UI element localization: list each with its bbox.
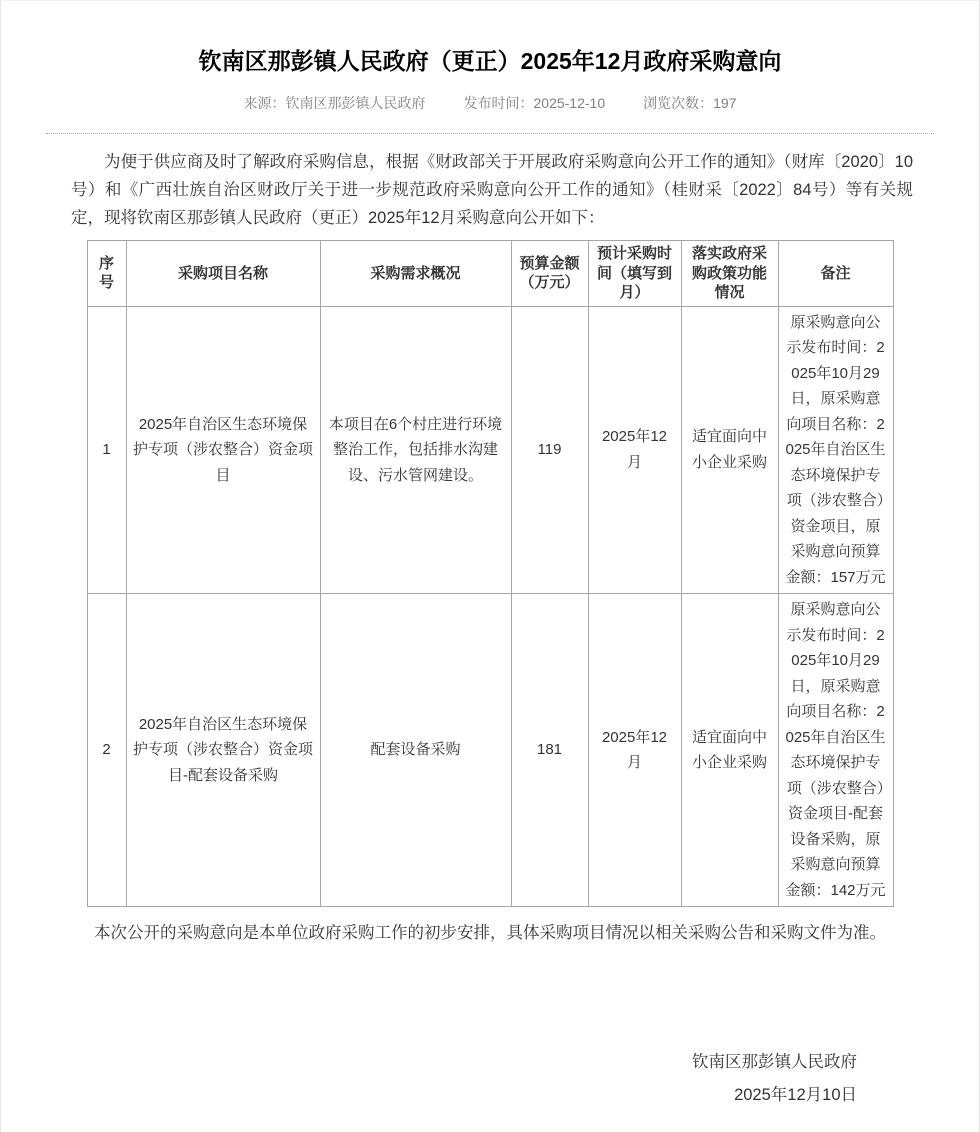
header-policy: 落实政府采购政策功能情况 <box>681 241 778 307</box>
signature-date: 2025年12月10日 <box>734 1086 857 1105</box>
intro-paragraph: 为便于供应商及时了解政府采购信息，根据《财政部关于开展政府采购意向公开工作的通知》（财库〔2020〕10号）和《广西壮族自治区财政厅关于进一步规范政府采购意向公开工作的通知》（桂财采〔2022〕84号）等有关规定，现将钦南区那彭镇人民政府（更正）2025年12月采购意向公开如下： <box>71 153 913 228</box>
meta-publish-value: 2025-12-10 <box>533 95 606 112</box>
cell-planned-time: 2025年12月 <box>588 306 681 594</box>
signature-block <box>1 1046 979 1112</box>
meta-views-value: 197 <box>713 95 737 112</box>
cell-budget: 119 <box>511 306 588 594</box>
meta-source <box>244 93 426 113</box>
meta-source-value: 钦南区那彭镇人民政府 <box>285 95 426 112</box>
cell-demand-summary: 本项目在6个村庄进行环境整治工作，包括排水沟建设、污水管网建设。 <box>320 306 511 594</box>
closing-note: 本次公开的采购意向是本单位政府采购工作的初步安排，具体采购项目情况以相关采购公告和采购文件为准。 <box>94 924 886 943</box>
header-budget: 预算金额（万元） <box>511 241 588 307</box>
cell-budget: 181 <box>511 594 588 907</box>
cell-planned-time: 2025年12月 <box>588 594 681 907</box>
table-row <box>87 594 893 907</box>
header-remark: 备注 <box>778 241 893 307</box>
cell-seq: 2 <box>87 594 126 907</box>
cell-demand-summary: 配套设备采购 <box>320 594 511 907</box>
article-page <box>1 45 979 1132</box>
procurement-intent-table <box>87 240 894 907</box>
header-planned-time: 预计采购时间（填写到月） <box>588 241 681 307</box>
cell-policy: 适宜面向中小企业采购 <box>681 306 778 594</box>
article-meta <box>1 93 979 113</box>
page-title: 钦南区那彭镇人民政府（更正）2025年12月政府采购意向 <box>198 48 782 74</box>
signature-org: 钦南区那彭镇人民政府 <box>692 1053 857 1072</box>
dotted-divider <box>46 133 934 134</box>
cell-policy: 适宜面向中小企业采购 <box>681 594 778 907</box>
cell-remark: 原采购意向公示发布时间：2025年10月29日，原采购意向项目名称：2025年自治区生态环境保护专项（涉农整合）资金项目-配套设备采购，原采购意向预算金额：142万元 <box>778 594 893 907</box>
meta-publish-label: 发布时间： <box>463 95 534 112</box>
cell-project-name: 2025年自治区生态环境保护专项（涉农整合）资金项目 <box>126 306 320 594</box>
cell-seq: 1 <box>87 306 126 594</box>
table-row <box>87 306 893 594</box>
meta-views-label: 浏览次数： <box>643 95 714 112</box>
meta-publish-time <box>464 93 606 113</box>
header-seq: 序号 <box>87 241 126 307</box>
meta-view-count <box>643 93 736 113</box>
cell-remark: 原采购意向公示发布时间：2025年10月29日，原采购意向项目名称：2025年自治区生态环境保护专项（涉农整合）资金项目，原采购意向预算金额：157万元 <box>778 306 893 594</box>
cell-project-name: 2025年自治区生态环境保护专项（涉农整合）资金项目-配套设备采购 <box>126 594 320 907</box>
header-demand-summary: 采购需求概况 <box>320 241 511 307</box>
header-project-name: 采购项目名称 <box>126 241 320 307</box>
meta-source-label: 来源： <box>243 95 286 112</box>
table-header-row <box>87 241 893 307</box>
